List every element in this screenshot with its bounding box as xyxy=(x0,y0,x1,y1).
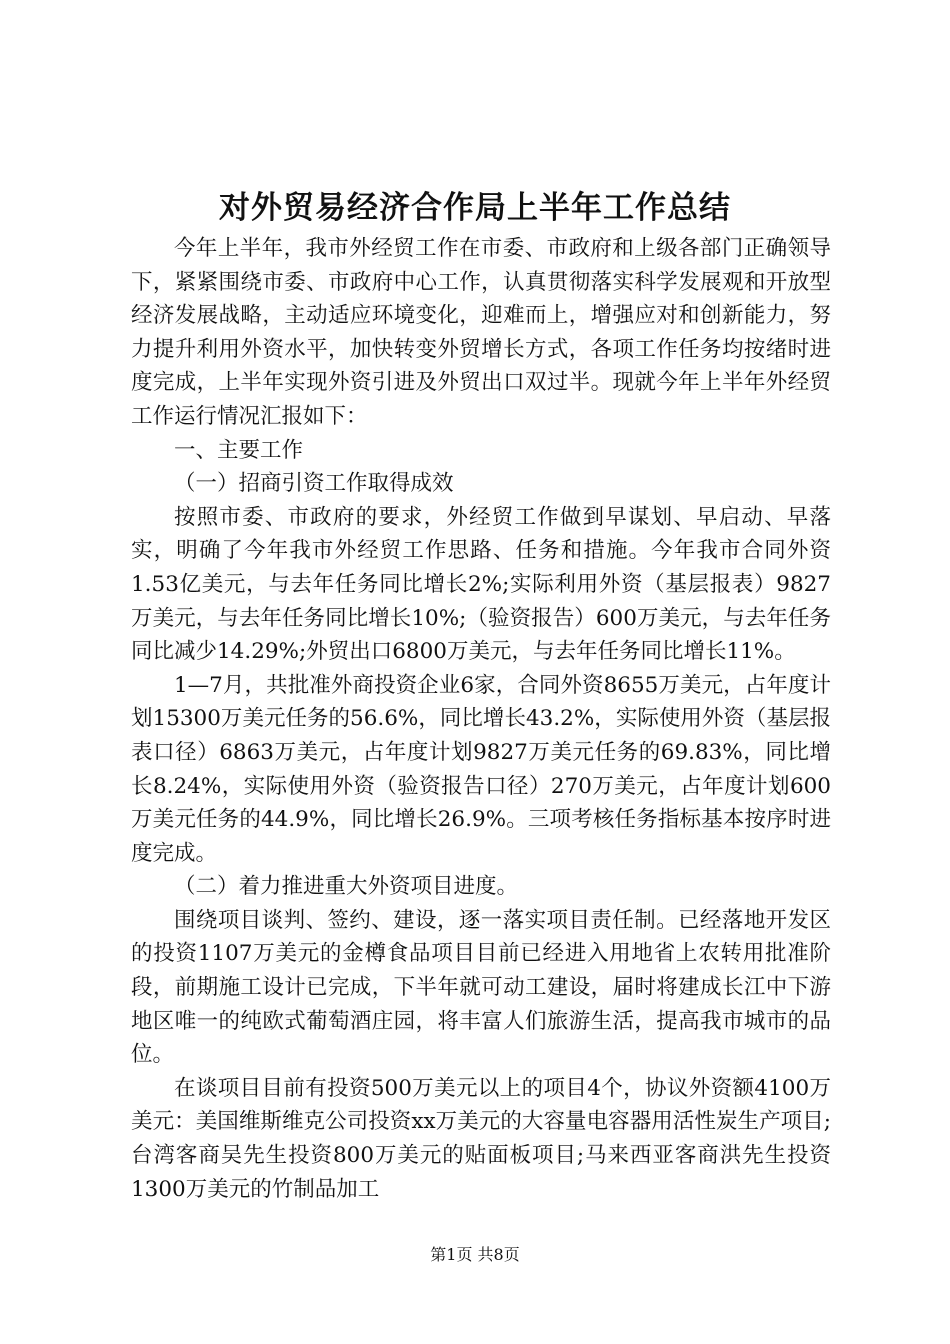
paragraph-investment-results: 按照市委、市政府的要求，外经贸工作做到早谋划、早启动、早落实，明确了今年我市外经贸工作思路、任务和措施。今年我市合同外资1.53亿美元，与去年任务同比增长2%;实际利用外资（基层报表）9827万美元，与去年任务同比增长10%;（验资报告）600万美元，与去年任务同比减少14.29%;外贸出口6800万美元，与去年任务同比增长11%。 xyxy=(131,504,831,665)
subsection-heading-major-projects: （二）着力推进重大外资项目进度。 xyxy=(174,874,519,900)
subsection-heading-investment: （一）招商引资工作取得成效 xyxy=(174,471,454,497)
paragraph-project-responsibility: 围绕项目谈判、签约、建设，逐一落实项目责任制。已经落地开发区的投资1107万美元的金樽食品项目目前已经进入用地省上农转用批准阶段，前期施工设计已完成，下半年就可动工建设，届时将建成长江中下游地区唯一的纯欧式葡萄酒庄园，将丰富人们旅游生活，提高我市城市的品位。 xyxy=(131,907,831,1068)
paragraph-intro: 今年上半年，我市外经贸工作在市委、市政府和上级各部门正确领导下，紧紧围绕市委、市政府中心工作，认真贯彻落实科学发展观和开放型经济发展战略，主动适应环境变化，迎难而上，增强应对和创新能力，努力提升利用外资水平，加快转变外贸增长方式，各项工作任务均按绪时进度完成，上半年实现外资引进及外贸出口双过半。现就今年上半年外经贸工作运行情况汇报如下： xyxy=(131,236,831,429)
section-heading-main-work: 一、主要工作 xyxy=(174,437,304,463)
paragraph-projects-in-negotiation: 在谈项目目前有投资500万美元以上的项目4个，协议外资额4100万美元：美国维斯维克公司投资xx万美元的大容量电容器用活性炭生产项目;台湾客商吴先生投资800万美元的贴面板项目;马来西亚客商洪先生投资1300万美元的竹制品加工 xyxy=(131,1075,831,1202)
document-body xyxy=(131,232,831,1206)
page-number-footer: 第1页 共8页 xyxy=(430,1245,520,1264)
paragraph-jan-jul-stats: 1—7月，共批准外商投资企业6家，合同外资8655万美元，占年度计划15300万美元任务的56.6%，同比增长43.2%，实际使用外资（基层报表口径）6863万美元，占年度计划9827万美元任务的69.83%，同比增长8.24%，实际使用外资（验资报告口径）270万美元，占年度计划600万美元任务的44.9%，同比增长26.9%。三项考核任务指标基本按序时进度完成。 xyxy=(131,672,831,866)
document-title: 对外贸易经济合作局上半年工作总结 xyxy=(219,190,731,226)
